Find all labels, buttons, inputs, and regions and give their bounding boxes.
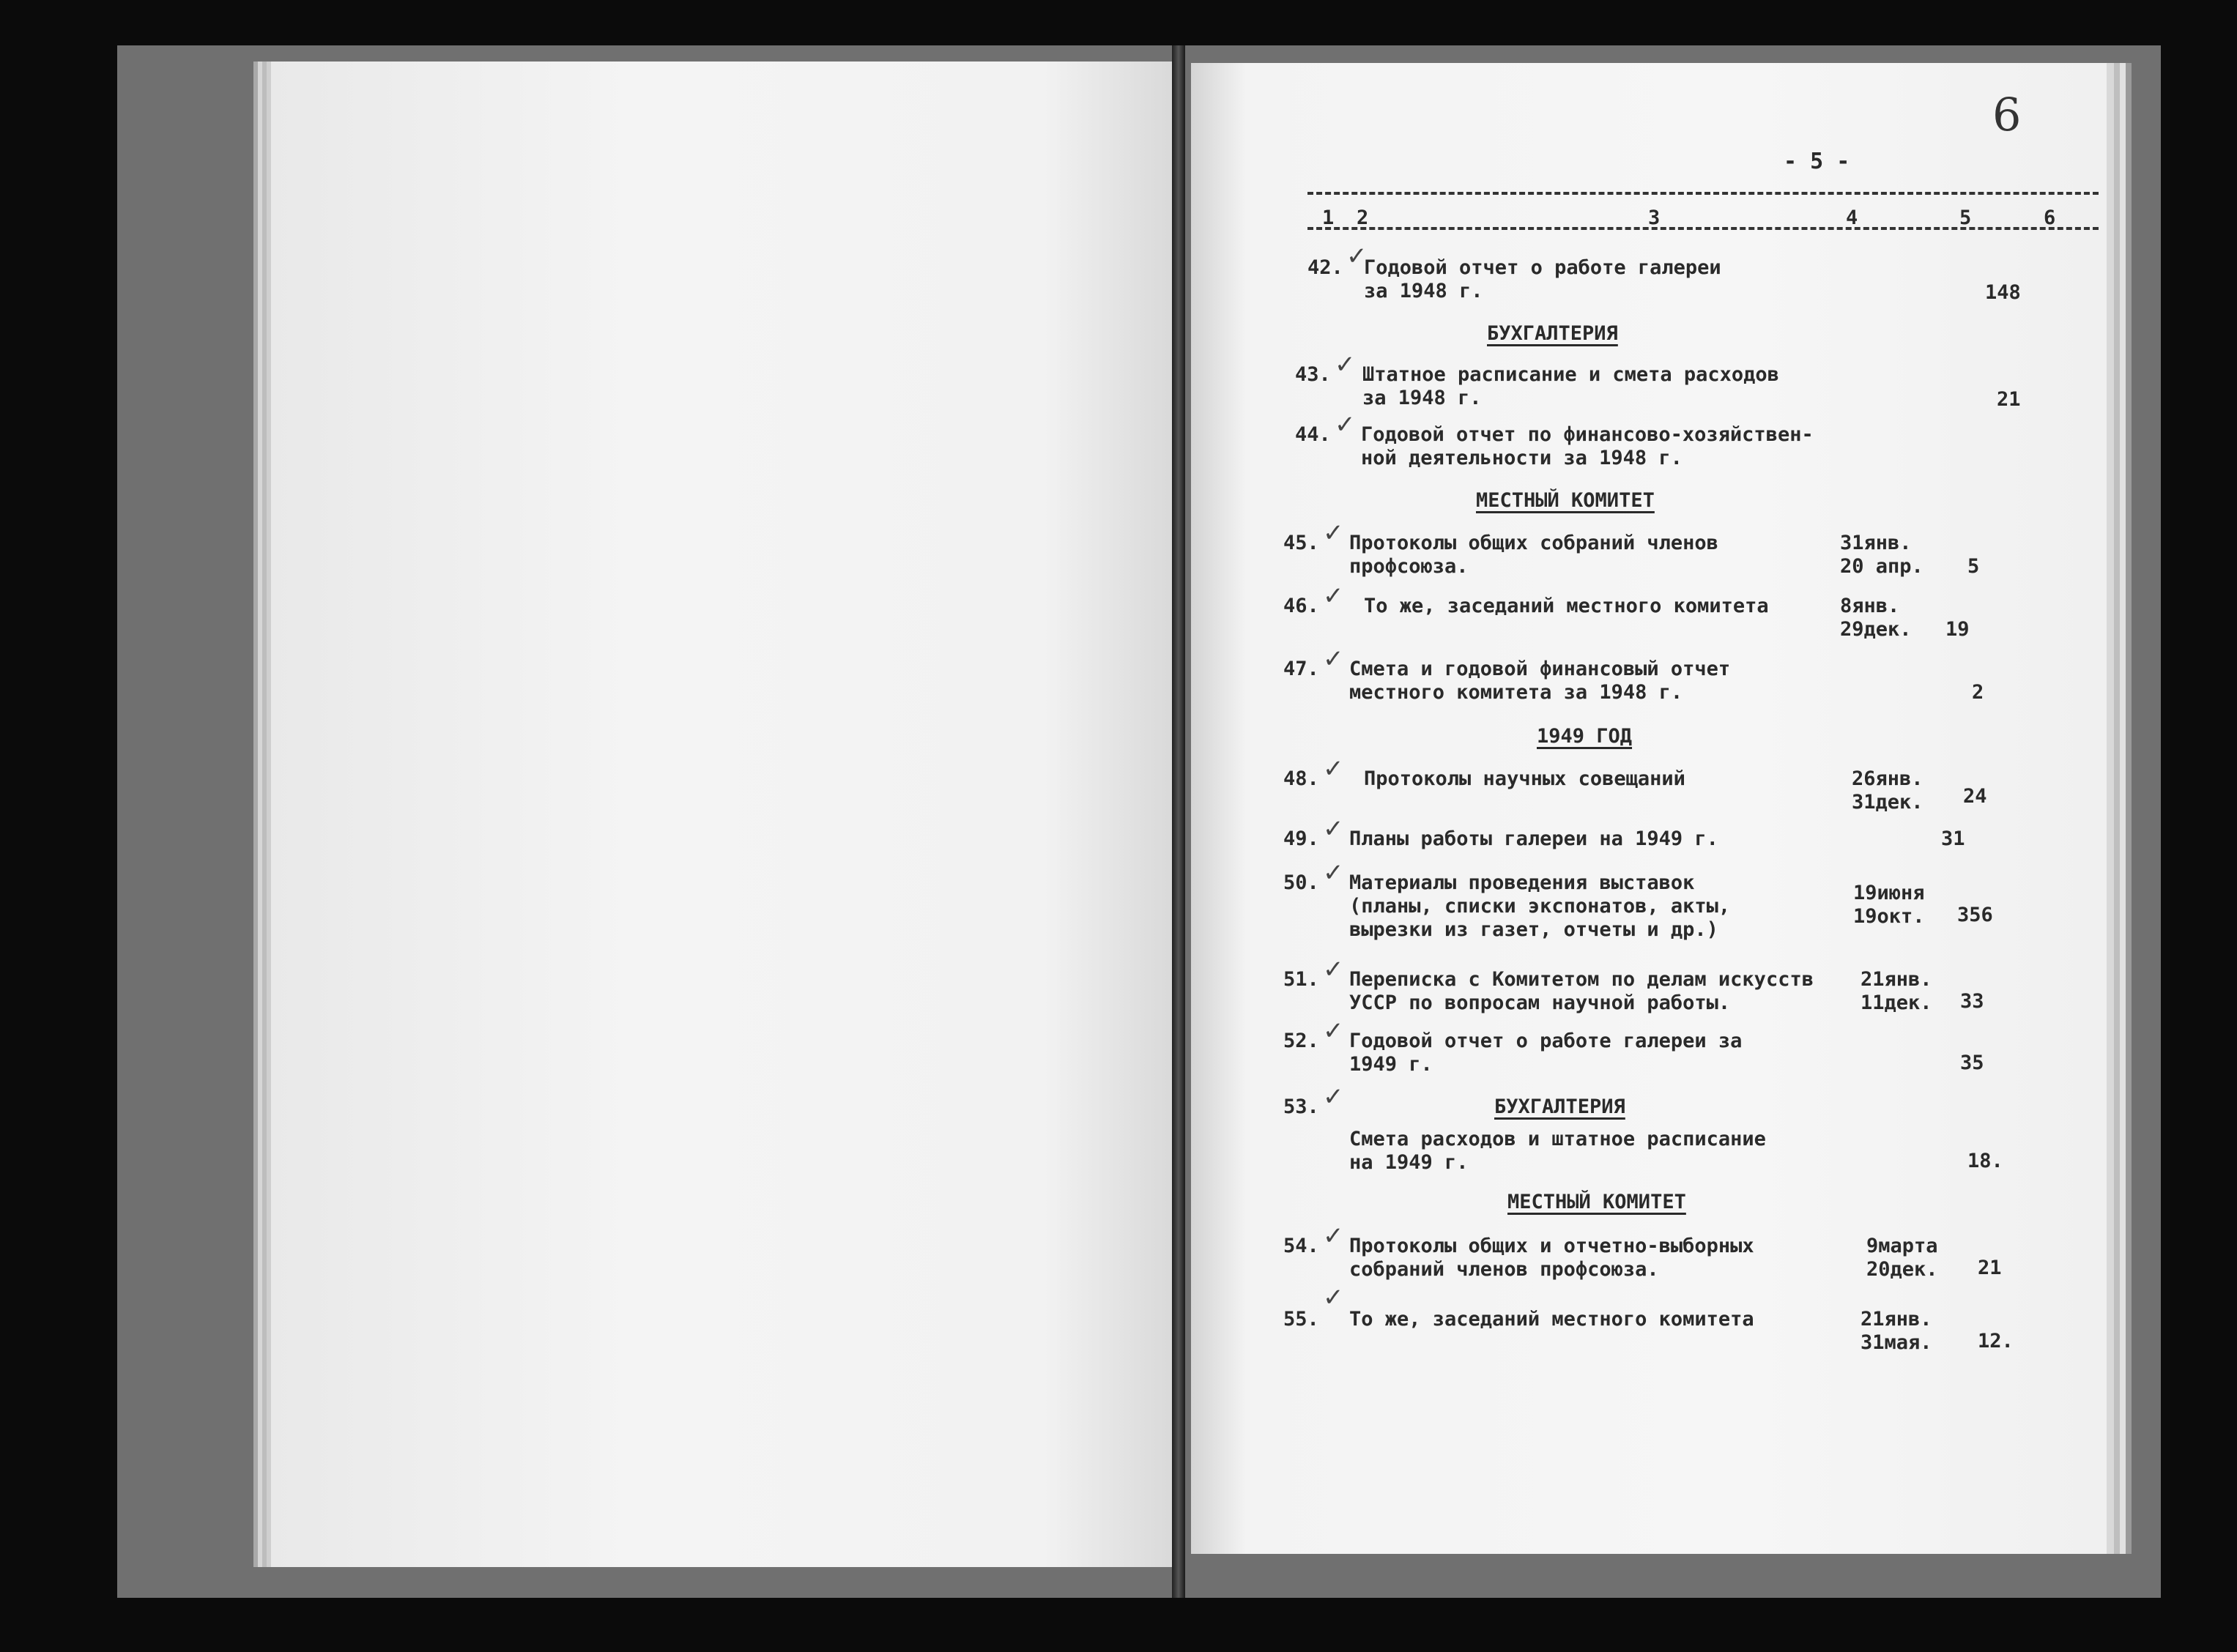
entry-title: Годовой отчет по финансово-хозяйствен- ной деятельности за 1948 г. (1361, 423, 1814, 469)
column-4: 4 (1846, 206, 1858, 229)
column-6: 6 (2044, 206, 2056, 229)
section-heading: 1949 ГОД (1537, 725, 1633, 748)
entry-title: Годовой отчет о работе галереи за 1948 г. (1364, 256, 1721, 302)
entry-sheets: 31 (1941, 827, 1965, 850)
entry-title: Переписка с Комитетом по делам искусств УССР по вопросам научной работы. (1349, 968, 1814, 1014)
entry-sheets: 5 (1967, 555, 1980, 578)
entry-sheets: 148 (1985, 281, 2021, 304)
entry-title: Планы работы галереи на 1949 г. (1349, 827, 1718, 850)
entry-title: Смета и годовой финансовый отчет местного комитета за 1948 г. (1349, 658, 1731, 704)
column-1: 1 (1322, 206, 1335, 229)
entry-sheets: 2 (1972, 681, 1984, 704)
header-rule-bottom (1307, 227, 2099, 230)
entry-title: Протоколы научных совещаний (1364, 767, 1685, 790)
checkmark-icon: ✓ (1323, 1283, 1344, 1312)
entry-sheets: 35 (1960, 1052, 1984, 1074)
entry-dates: 19июня 19окт. (1853, 882, 1925, 928)
checkmark-icon: ✓ (1323, 814, 1344, 844)
entry-sheets: 19 (1945, 618, 1970, 641)
entry-number: 43. (1295, 363, 1331, 386)
page-number: - 5 - (1784, 149, 1850, 174)
entry-number: 53. (1283, 1095, 1319, 1118)
entry-sheets: 12. (1978, 1330, 2014, 1353)
entry-title: Штатное расписание и смета расходов за 1948 г. (1362, 363, 1779, 409)
sheet-number: 6 (1992, 88, 2022, 141)
column-2: 2 (1357, 206, 1369, 229)
entry-number: 45. (1283, 532, 1319, 554)
checkmark-icon: ✓ (1323, 1016, 1344, 1046)
checkmark-icon: ✓ (1335, 410, 1356, 439)
entry-title: Протоколы общих и отчетно-выборных собраний членов профсоюза. (1349, 1235, 1754, 1281)
checkmark-icon: ✓ (1323, 754, 1344, 784)
column-3: 3 (1648, 206, 1661, 229)
entry-number: 52. (1283, 1030, 1319, 1052)
entry-dates: 8янв. 29дек. (1840, 595, 1912, 641)
checkmark-icon: ✓ (1335, 350, 1356, 379)
checkmark-icon: ✓ (1323, 644, 1344, 674)
entry-number: 44. (1295, 423, 1331, 446)
entry-number: 51. (1283, 968, 1319, 991)
checkmark-icon: ✓ (1323, 1221, 1344, 1251)
section-heading: БУХГАЛТЕРИЯ (1494, 1095, 1625, 1118)
entry-dates: 21янв. 11дек. (1861, 968, 1932, 1014)
entry-dates: 9марта 20дек. (1866, 1235, 1938, 1281)
entry-number: 50. (1283, 871, 1319, 894)
book-spine (1172, 45, 1185, 1598)
entry-number: 55. (1283, 1308, 1319, 1331)
entry-number: 48. (1283, 767, 1319, 790)
entry-sheets: 18. (1967, 1150, 2003, 1172)
checkmark-icon: ✓ (1323, 955, 1344, 984)
section-heading: МЕСТНЫЙ КОМИТЕТ (1476, 489, 1655, 512)
entry-number: 42. (1307, 256, 1343, 279)
entry-sheets: 21 (1997, 388, 2021, 411)
entry-title: То же, заседаний местного комитета (1349, 1308, 1754, 1331)
header-rule-top (1307, 192, 2099, 195)
entry-sheets: 24 (1963, 785, 1987, 808)
entry-dates: 31янв. 20 апр. (1840, 532, 1923, 578)
entry-title: Материалы проведения выставок (планы, списки экспонатов, акты, вырезки из газет, отчеты и др.) (1349, 871, 1731, 941)
checkmark-icon: ✓ (1323, 581, 1344, 611)
entry-title: Годовой отчет о работе галереи за 1949 г. (1349, 1030, 1743, 1076)
checkmark-icon: ✓ (1323, 1082, 1344, 1112)
entry-sheets: 21 (1978, 1257, 2002, 1279)
entry-sheets: 33 (1960, 990, 1984, 1013)
left-page-blank (271, 62, 1179, 1567)
entry-number: 47. (1283, 658, 1319, 680)
checkmark-icon: ✓ (1346, 242, 1368, 271)
entry-title: Смета расходов и штатное расписание на 1949 г. (1349, 1128, 1766, 1174)
entry-dates: 21янв. 31мая. (1861, 1308, 1932, 1354)
entry-number: 54. (1283, 1235, 1319, 1257)
entry-dates: 26янв. 31дек. (1852, 767, 1923, 814)
section-heading: БУХГАЛТЕРИЯ (1487, 322, 1618, 345)
checkmark-icon: ✓ (1323, 858, 1344, 888)
column-5: 5 (1959, 206, 1972, 229)
entry-sheets: 356 (1957, 904, 1993, 926)
entry-title: То же, заседаний местного комитета (1364, 595, 1769, 617)
entry-number: 49. (1283, 827, 1319, 850)
entry-number: 46. (1283, 595, 1319, 617)
entry-title: Протоколы общих собраний членов профсоюза. (1349, 532, 1718, 578)
section-heading: МЕСТНЫЙ КОМИТЕТ (1507, 1191, 1686, 1213)
checkmark-icon: ✓ (1323, 518, 1344, 548)
